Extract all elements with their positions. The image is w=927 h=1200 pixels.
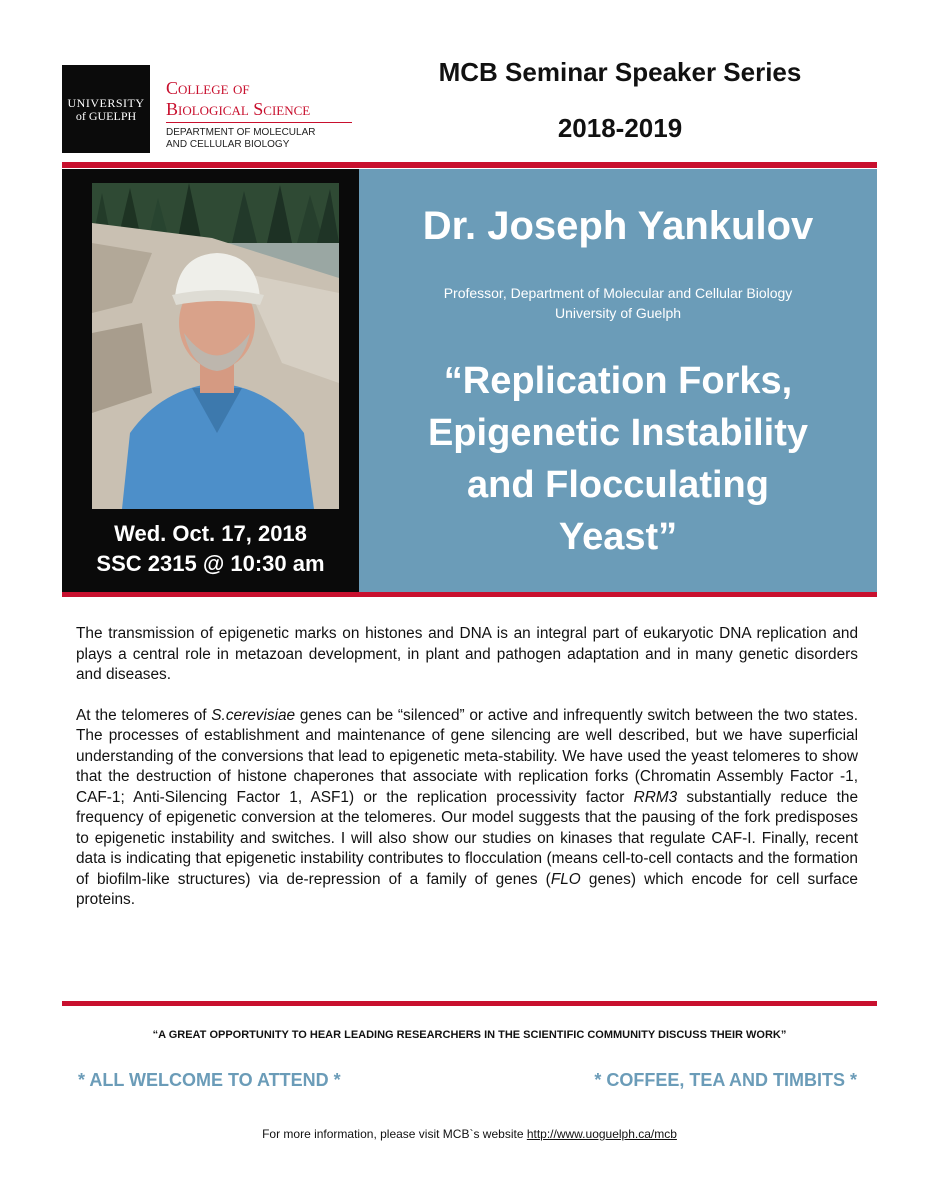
talk-title-line-4: Yeast” xyxy=(558,516,678,558)
department-line-1: DEPARTMENT OF MOLECULAR xyxy=(166,127,316,138)
species-name: S.cerevisiae xyxy=(211,706,296,724)
refreshments-note: * COFFEE, TEA AND TIMBITS * xyxy=(594,1070,857,1090)
talk-title xyxy=(369,355,867,563)
text-run: At the telomeres of xyxy=(76,706,212,724)
text-run: substantially reduce the frequency of epigenetic conversion at the telomeres. Our model suggests that the pausing of the fork predisposes to epigenetic instability and switches. I will also show our studies on kinases that regulate CAF-I. Finally, recent data is indicating that epigenetic instability contributes to flocculation (means cell-to-cell contacts and the formation of biofilm-like structures) via de-repression of a family of genes ( xyxy=(76,788,859,888)
talk-title-line-1: “Replication Forks, xyxy=(443,360,793,402)
abstract xyxy=(76,624,858,931)
website-link[interactable]: http://www.uoguelph.ca/mcb xyxy=(526,1127,677,1141)
abstract-paragraph-2 xyxy=(76,706,858,911)
more-info xyxy=(62,1127,877,1141)
speaker-photo-panel xyxy=(62,169,359,592)
speaker-affiliation xyxy=(359,283,877,323)
college-wordmark xyxy=(166,78,352,151)
department-line-2: AND CELLULAR BIOLOGY xyxy=(166,139,290,150)
bottom-divider xyxy=(62,1001,877,1006)
series-title: MCB Seminar Speaker Series xyxy=(438,57,802,87)
middle-divider xyxy=(62,592,877,597)
logo-line-1: UNIVERSITY xyxy=(67,95,145,110)
event-date: Wed. Oct. 17, 2018 xyxy=(114,521,307,546)
gene-name: RRM3 xyxy=(633,788,678,806)
speaker-photo xyxy=(92,183,339,509)
talk-panel xyxy=(359,169,877,592)
logo-line-2: of GUELPH xyxy=(75,108,137,123)
more-info-text: For more information, please visit MCB`s website xyxy=(262,1127,527,1141)
affiliation-line-2: University of Guelph xyxy=(554,305,682,321)
text-run: genes) which encode for cell surface proteins. xyxy=(76,870,858,908)
abstract-paragraph-1: The transmission of epigenetic marks on histones and DNA is an integral part of eukaryotic DNA replication and plays a central role in metazoan development, in plant and pathogen adaptation and in many genetic disorders and diseases. xyxy=(76,625,858,683)
college-name-line-2: Biological Science xyxy=(166,99,352,123)
top-divider xyxy=(62,162,877,168)
affiliation-line-1: Professor, Department of Molecular and Cellular Biology xyxy=(443,285,793,301)
university-logo xyxy=(62,65,150,153)
gene-family-name: FLO xyxy=(550,870,581,888)
talk-title-line-3: and Flocculating xyxy=(467,464,769,506)
talk-title-line-2: Epigenetic Instability xyxy=(427,412,809,454)
speaker-name: Dr. Joseph Yankulov xyxy=(422,204,814,248)
college-name-line-1: College of xyxy=(166,78,250,98)
event-location: SSC 2315 @ 10:30 am xyxy=(96,551,325,576)
series-year: 2018-2019 xyxy=(557,113,683,143)
event-details xyxy=(62,519,359,579)
welcome-note: * ALL WELCOME TO ATTEND * xyxy=(78,1070,341,1090)
text-run: genes can be “silenced” or active and infrequently switch between the two states. The processes of establishment and maintenance of gene silencing are well described, but we have superficial understanding of the conversions that lead to epigenetic meta-stability. We have used the yeast telomeres to show that the destruction of histone chaperones that associate with replication forks (Chromatin Assembly Factor -1, CAF-1; Anti-Silencing Factor 1, ASF1) or the replication processivity factor xyxy=(76,706,858,806)
tagline: “A GREAT OPPORTUNITY TO HEAR LEADING RESEARCHERS IN THE SCIENTIFIC COMMUNITY DISCUSS THEIR WORK” xyxy=(152,1029,787,1041)
